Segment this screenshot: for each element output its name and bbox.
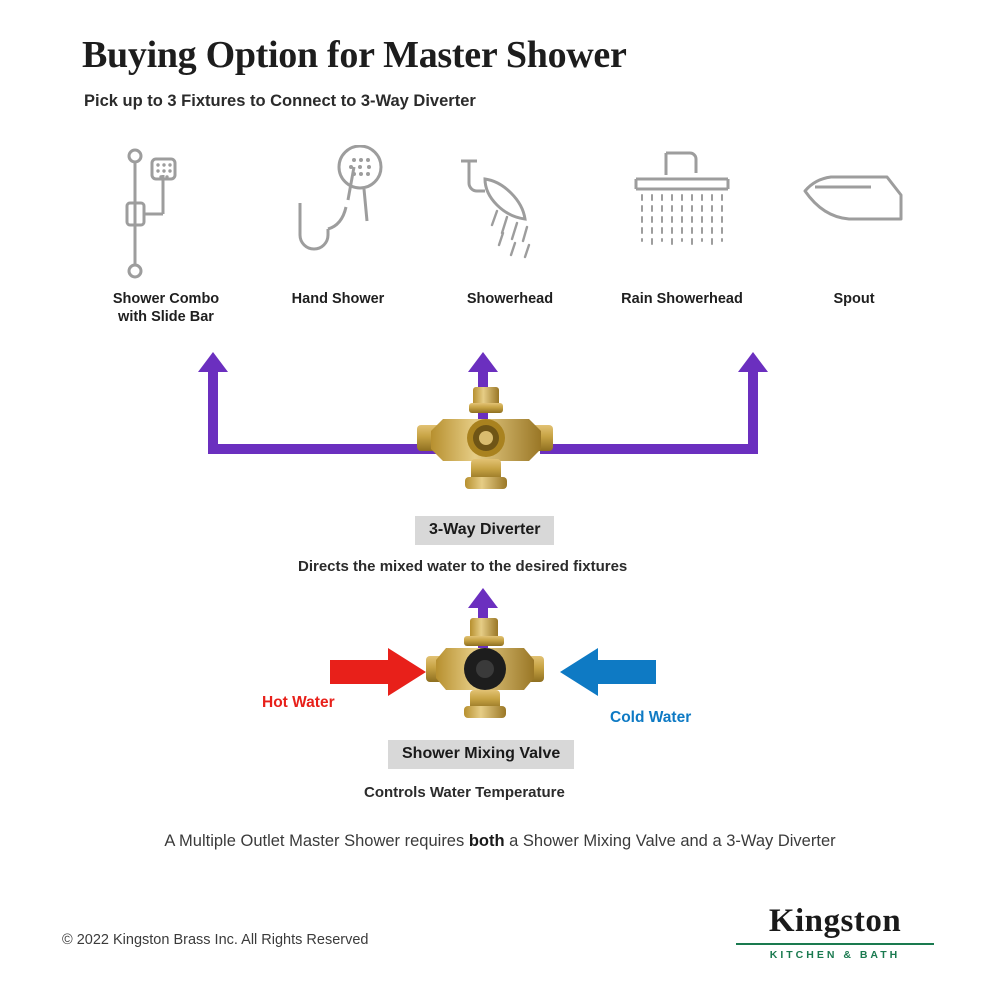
footnote xyxy=(0,832,1000,851)
showerhead-icon xyxy=(418,140,602,290)
page-title: Buying Option for Master Shower xyxy=(82,34,627,76)
three-way-diverter-valve-icon xyxy=(415,385,555,495)
brand-name: Kingston xyxy=(768,903,902,939)
fixture-label: Spout xyxy=(833,291,875,307)
fixture-hand-shower[interactable] xyxy=(246,140,430,350)
diverter-branch-right-arrow xyxy=(738,352,768,372)
hot-water-arrow xyxy=(330,648,426,696)
cold-water-arrow xyxy=(560,648,656,696)
hand-shower-icon xyxy=(246,140,430,290)
diverter-branch-right-stem xyxy=(748,372,758,452)
fixture-row xyxy=(40,140,960,350)
fixture-spout[interactable] xyxy=(762,140,946,350)
fixture-label-line2: with Slide Bar xyxy=(118,309,214,326)
cold-water-label: Cold Water xyxy=(610,709,692,726)
diverter-caption: Directs the mixed water to the desired fixtures xyxy=(298,558,628,575)
diverter-branch-left-arrow xyxy=(198,352,228,372)
page-subtitle: Pick up to 3 Fixtures to Connect to 3-Way Diverter xyxy=(84,92,476,110)
fixture-label: Rain Showerhead xyxy=(621,291,743,307)
mixing-valve-chip-label: Shower Mixing Valve xyxy=(388,740,574,769)
brand-tagline: KITCHEN & BATH xyxy=(769,948,901,961)
hot-water-label: Hot Water xyxy=(262,694,335,711)
diverter-branch-center-arrow xyxy=(468,352,498,372)
shower-mixing-valve-icon xyxy=(420,618,550,728)
mixing-to-diverter-arrow xyxy=(468,588,498,608)
diverter-branch-left-stem xyxy=(208,372,218,452)
rain-showerhead-icon xyxy=(590,140,774,290)
footnote-after: a Shower Mixing Valve and a 3-Way Diverter xyxy=(504,832,836,850)
fixture-label: Showerhead xyxy=(466,291,554,307)
brand-divider xyxy=(736,943,934,945)
diverter-bus-horizontal-right xyxy=(540,444,758,454)
shower-combo-slide-bar-icon xyxy=(74,140,258,290)
footnote-emphasis: both xyxy=(468,832,505,850)
fixture-label-line1: Shower Combo xyxy=(112,291,220,307)
fixture-label: Hand Shower xyxy=(291,291,385,307)
copyright-text: © 2022 Kingston Brass Inc. All Rights Reserved xyxy=(62,932,369,948)
fixture-rain-showerhead[interactable] xyxy=(590,140,774,350)
fixture-showerhead[interactable] xyxy=(418,140,602,350)
fixture-label xyxy=(74,290,258,326)
diverter-chip-label: 3-Way Diverter xyxy=(415,516,554,545)
footnote-before: A Multiple Outlet Master Shower requires xyxy=(164,832,469,850)
brand-logo xyxy=(730,905,940,961)
fixture-shower-combo-slide-bar[interactable] xyxy=(74,140,258,350)
mixing-valve-caption: Controls Water Temperature xyxy=(364,784,565,801)
tub-spout-icon xyxy=(762,140,946,290)
